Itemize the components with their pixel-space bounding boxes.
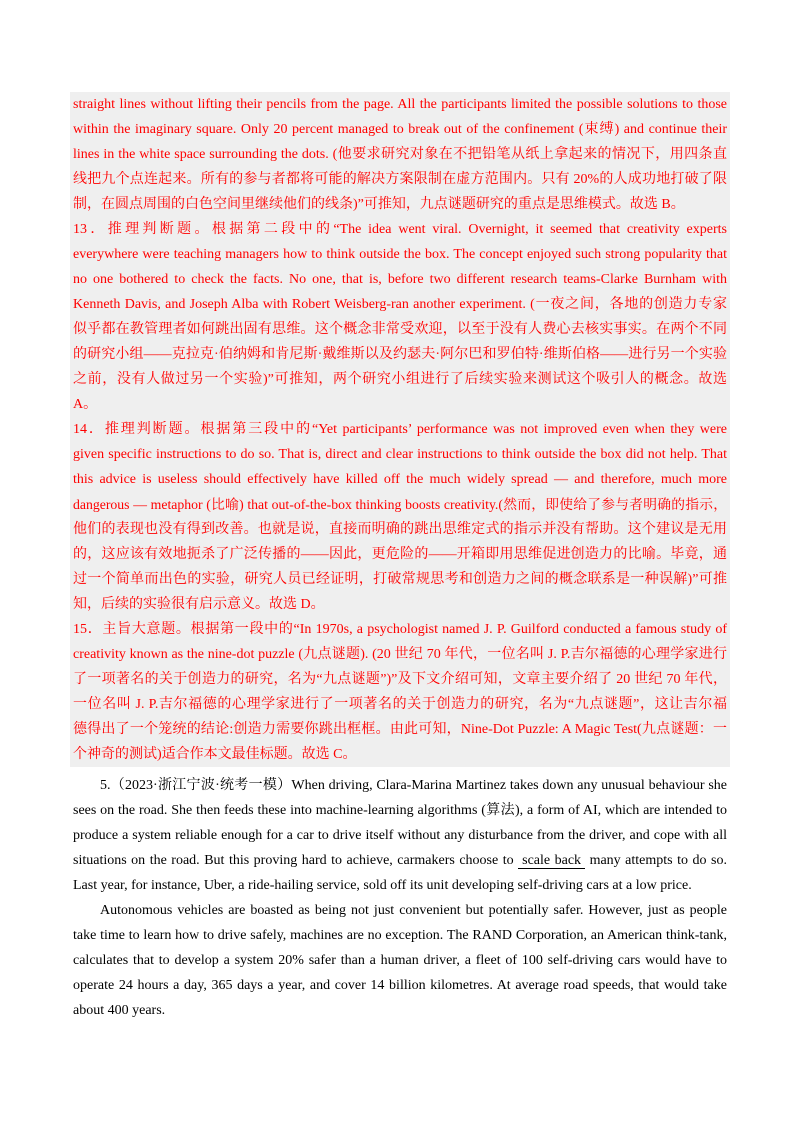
passage-line-text: many attempts to do so. <box>589 853 727 868</box>
answer-line: 制，在圆点周围的白色空间里继续他们的线条)”可推知，九点谜题研究的重点是思维模式。故选 B。 <box>73 197 685 212</box>
answer-line: Kenneth Davis, and Joseph Alba with Robert Weisberg-ran another experiment. (一夜之间，各地的创造力专家 <box>73 297 727 312</box>
passage-line: sees on the road. She then feeds these into machine-learning algorithms (算法), a form of AI, which are intended to <box>73 803 727 818</box>
answer-line: 15．主旨大意题。根据第一段中的“In 1970s, a psychologist named J. P. Guilford conducted a famous study of <box>73 622 727 637</box>
answer-line: straight lines without lifting their pencils from the page. All the participants limited the possible solutions to those <box>73 97 727 112</box>
answer-line: creativity known as the nine-dot puzzle (九点谜题). (20 世纪 70 年代，一位名叫 J. P.吉尔福德的心理学家进行 <box>73 647 727 662</box>
passage-line: calculates that to develop a system 20% safer than a human driver, a fleet of 100 self-driving cars would have to <box>73 953 727 968</box>
answer-line: everywhere were teaching managers how to think outside the box. The concept enjoyed such strong popularity that <box>73 247 727 262</box>
passage-line: Last year, for instance, Uber, a ride-hailing service, sold off its unit developing self-driving cars at a low price. <box>73 878 692 893</box>
answer-line: 似乎都在教管理者如何跳出固有思维。这个概念非常受欢迎，以至于没有人费心去核实事实。在两个不同 <box>73 322 727 337</box>
passage-line: about 400 years. <box>73 1003 166 1018</box>
question-source-label: 5.（2023·浙江宁波·统考一模） <box>100 778 292 793</box>
passage-line: operate 24 hours a day, 365 days a year, and cover 14 billion kilometres. At average road speeds, that would take <box>73 978 727 993</box>
answer-line: this advice is useless should effectively have killed off the much widely spread — and therefore, much more <box>73 472 727 487</box>
passage-line <box>73 848 727 873</box>
answer-line: within the imaginary square. Only 20 percent managed to break out of the confinement (束缚) and continue their <box>73 122 727 137</box>
answer-line: 13．推理判断题。根据第二段中的“The idea went viral. Overnight, it seemed that creativity experts <box>73 222 727 237</box>
answer-line: 线把九个点连起来。所有的参与者都将可能的解决方案限制在虚方范围内。只有 20%的人成功地打破了限 <box>73 172 727 187</box>
answer-line: 过一个简单而出色的实验，研究人员已经证明，打破常规思考和创造力之间的概念联系是一种误解)”可推 <box>73 572 727 587</box>
answer-line: 了一项著名的关于创造力的研究，名为“九点谜题”)”及下文介绍可知，文章主要介绍了 20 世纪 70 年代， <box>73 672 727 687</box>
answer-line: 14．推理判断题。根据第三段中的“Yet participants’ performance was not improved even when they were <box>73 422 727 437</box>
passage-paragraph-1 <box>73 773 727 898</box>
answer-item-13 <box>70 217 730 417</box>
answer-line: 的，这应该有效地扼杀了广泛传播的——因此，更危险的——开箱即用思维促进创造力的比喻。毕竟，通 <box>73 547 727 562</box>
answer-item-14 <box>70 417 730 617</box>
underlined-phrase: scale back <box>518 853 585 869</box>
answer-item-12-continued <box>70 92 730 217</box>
passage-line <box>73 773 727 798</box>
answer-line: given specific instructions to do so. That is, direct and clear instructions to think outside the box did not help. That <box>73 447 727 462</box>
passage-line-text: When driving, Clara-Marina Martinez takes down any unusual behaviour she <box>291 778 727 793</box>
passage-line: take time to learn how to drive safely, machines are no exception. The RAND Corporation, an American think-tank, <box>73 928 727 943</box>
answer-line: 他们的表现也没有得到改善。也就是说，直接而明确的跳出思维定式的指示并没有帮助。这个建议是无用 <box>73 522 727 537</box>
answer-item-15 <box>70 617 730 767</box>
answer-line: 一位名叫 J. P.吉尔福德的心理学家进行了一项著名的关于创造力的研究，名为“九点谜题”，这让吉尔福 <box>73 697 727 712</box>
answer-line: 知，后续的实验很有启示意义。故选 D。 <box>73 597 325 612</box>
answer-explanations <box>70 92 730 767</box>
reading-passage <box>73 773 727 1023</box>
answer-line: 德得出了一个笼统的结论:创造力需要你跳出框框。由此可知，Nine-Dot Puzzle: A Magic Test(九点谜题：一 <box>73 722 727 737</box>
answer-line: lines in the white space surrounding the dots. (他要求研究对象在不把铅笔从纸上拿起来的情况下，用四条直 <box>73 147 727 162</box>
answer-line: dangerous — metaphor (比喻) that out-of-the-box thinking boosts creativity.(然而，即使给了参与者明确的指示， <box>73 497 727 512</box>
passage-line: produce a system reliable enough for a car to drive itself without any disturbance from the driver, and cope with all <box>73 828 727 843</box>
answer-line: no one bothered to check the facts. No one, that is, before two different research teams-Clarke Burnham with <box>73 272 727 287</box>
answer-line: 之前，没有人做过另一个实验)”可推知，两个研究小组进行了后续实验来测试这个吸引人的概念。故选 <box>73 372 727 387</box>
answer-line: 个神奇的测试)适合作本文最佳标题。故选 C。 <box>73 747 357 762</box>
answer-line: A。 <box>73 397 98 412</box>
answer-line: 的研究小组——克拉克·伯纳姆和肯尼斯·戴维斯以及约瑟夫·阿尔巴和罗伯特·维斯伯格——进行另一个实验 <box>73 347 727 362</box>
passage-line: Autonomous vehicles are boasted as being not just convenient but potentially safer. However, just as people <box>100 903 727 918</box>
passage-line-text: situations on the road. But this proving hard to achieve, carmakers choose to <box>73 853 514 868</box>
passage-paragraph-2 <box>73 898 727 1023</box>
